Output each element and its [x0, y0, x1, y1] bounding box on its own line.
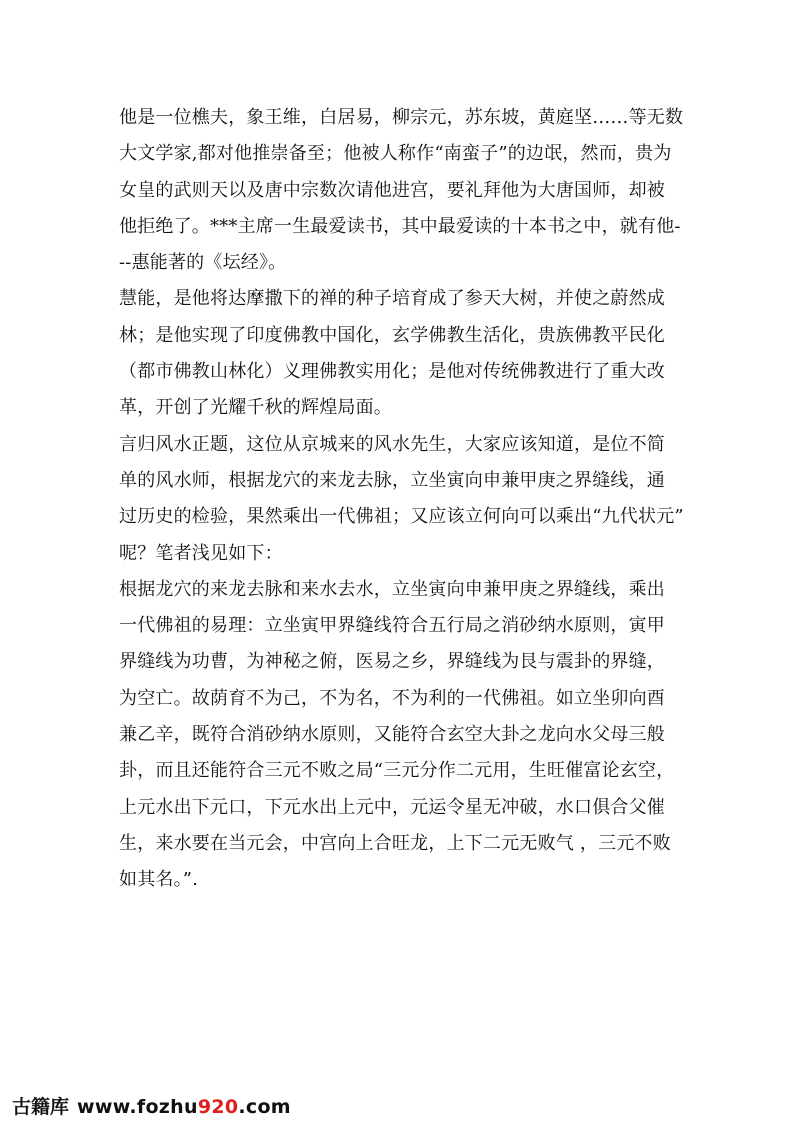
- site-url-highlight: 920: [197, 1096, 239, 1118]
- site-url-prefix: www.fozhu: [77, 1096, 198, 1118]
- text-line: 呢？笔者浅见如下：: [119, 542, 283, 564]
- document-body: [119, 100, 684, 899]
- text-line: （都市佛教山林化）义理佛教实用化；是他对传统佛教进行了重大改: [119, 361, 665, 383]
- text-line: 一代佛祖的易理：立坐寅甲界缝线符合五行局之消砂纳水原则，寅甲: [119, 615, 665, 637]
- text-line: 如其名。”.: [119, 869, 199, 891]
- text-line: 革，开创了光耀千秋的辉煌局面。: [119, 397, 392, 419]
- text-line: 言归风水正题，这位从京城来的风水先生，大家应该知道，是位不简: [119, 433, 665, 455]
- text-line: 界缝线为功曹，为神秘之俯，医易之乡，界缝线为艮与震卦的界缝，: [119, 651, 665, 673]
- text-line: 林；是他实现了印度佛教中国化，玄学佛教生活化，贵族佛教平民化: [119, 324, 665, 346]
- text-line: 生，来水要在当元会，中宫向上合旺龙，上下二元无败气 ，三元不败: [119, 832, 671, 854]
- text-line: 慧能，是他将达摩撒下的禅的种子培育成了参天大树，并使之蔚然成: [119, 288, 665, 310]
- text-line: 过历史的检验，果然乘出一代佛祖；又应该立何向可以乘出“九代状元”: [119, 506, 684, 528]
- text-line: 根据龙穴的来龙去脉和来水去水，立坐寅向申兼甲庚之界缝线，乘出: [119, 578, 665, 600]
- text-line: 单的风水师，根据龙穴的来龙去脉，立坐寅向申兼甲庚之界缝线，通: [119, 469, 665, 491]
- site-url-suffix: .com: [238, 1096, 291, 1118]
- text-line: 女皇的武则天以及唐中宗数次请他进宫，要礼拜他为大唐国师，却被: [119, 179, 665, 201]
- text-line: 上元水出下元口，下元水出上元中，元运令星无冲破，水口俱合父催: [119, 796, 665, 818]
- text-line: --惠能著的《坛经》。: [119, 252, 287, 274]
- text-line: 他拒绝了。***主席一生最爱读书，其中最爱读的十本书之中，就有他-: [119, 215, 681, 237]
- text-line: 大文学家,都对他推崇备至；他被人称作“南蛮子”的边氓，然而，贵为: [119, 143, 672, 165]
- watermark-footer: [12, 1092, 291, 1118]
- site-url[interactable]: [77, 1096, 291, 1118]
- text-line: 兼乙辛，既符合消砂纳水原则，又能符合玄空大卦之龙向水父母三般: [119, 724, 665, 746]
- text-line: 他是一位樵夫，象王维，白居易，柳宗元，苏东坡，黄庭坚……等无数: [119, 107, 684, 128]
- text-line: 卦，而且还能符合三元不败之局“三元分作二元用，生旺催富论玄空，: [119, 760, 675, 782]
- text-line: 为空亡。故荫育不为己，不为名，不为利的一代佛祖。如立坐卯向酉: [119, 687, 665, 709]
- site-name: 古籍库: [12, 1096, 70, 1118]
